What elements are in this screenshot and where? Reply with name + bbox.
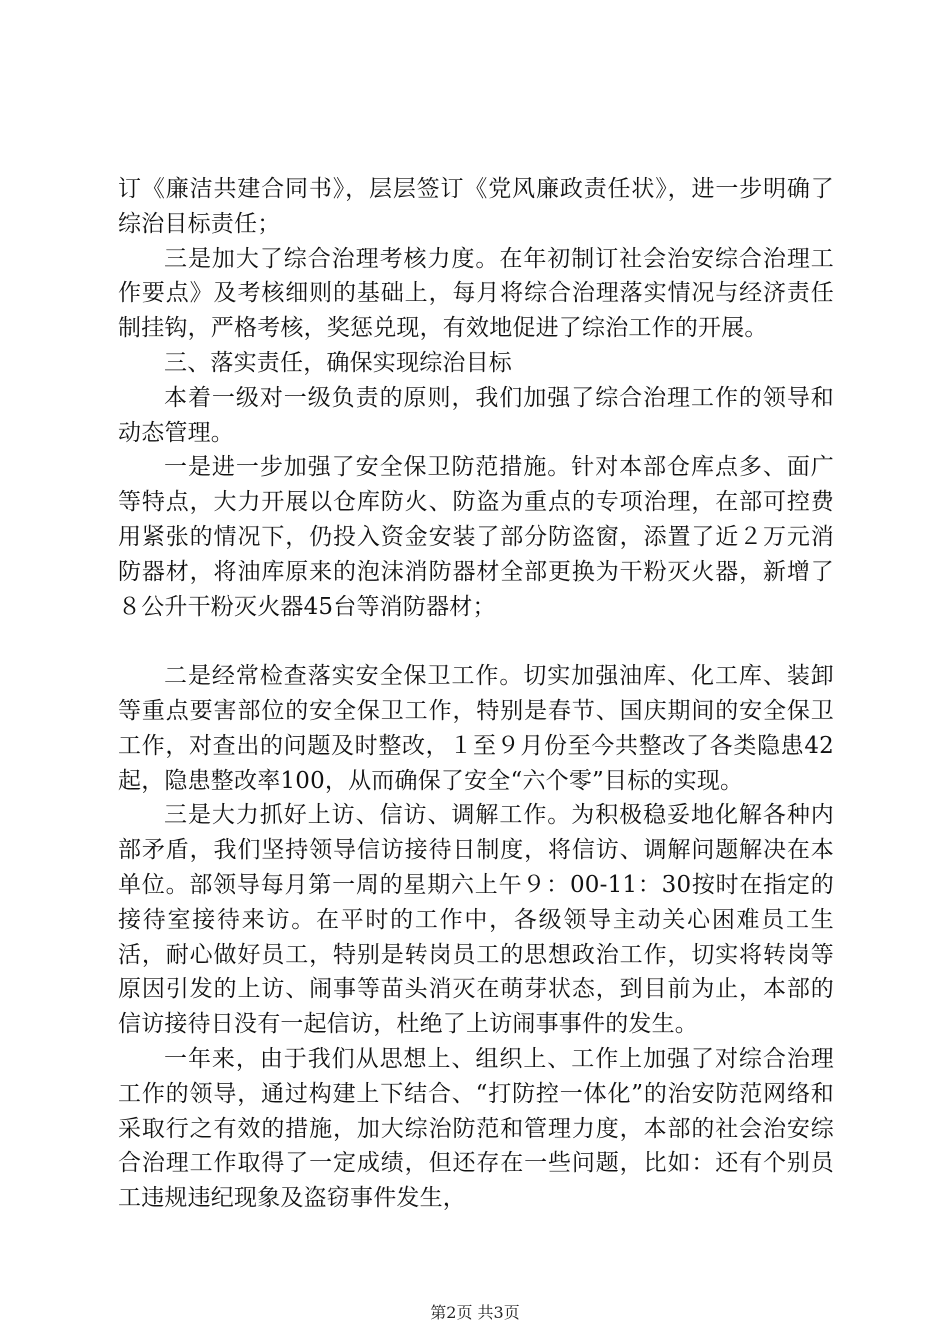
paragraph-security-measures: 一是进一步加强了安全保卫防范措施。针对本部仓库点多、面广等特点，大力开展以仓库防火、防盗为重点的专项治理，在部可控费用紧张的情况下，仍投入资金安装了部分防盗窗，添置了近２万元消防器材，将油库原来的泡沫消防器材全部更换为干粉灭火器，新增了８公升干粉灭火器45台等消防器材； — [118, 454, 834, 620]
paragraph-assessment: 三是加大了综合治理考核力度。在年初制订社会治安综合治理工作要点》及考核细则的基础上，每月将综合治理落实情况与经济责任制挂钩，严格考核，奖惩兑现，有效地促进了综治工作的开展。 — [118, 245, 834, 342]
page-number-footer: 第2页 共3页 — [430, 1303, 520, 1322]
blank-line — [118, 624, 834, 659]
paragraph-petitions: 三是大力抓好上访、信访、调解工作。为积极稳妥地化解各种内部矛盾，我们坚持领导信访接待日制度，将信访、调解问题解决在本单位。部领导每月第一周的星期六上午９：00-11：30按时在指定的接待室接待来访。在平时的工作中，各级领导主动关心困难员工生活，耐心做好员工，特别是转岗员工的思想政治工作，切实将转岗等原因引发的上访、闹事等苗头消灭在萌芽状态，到目前为止，本部的信访接待日没有一起信访，杜绝了上访闹事事件的发生。 — [118, 802, 834, 1038]
document-body — [118, 172, 834, 1216]
paragraph-continuation: 订《廉洁共建合同书》，层层签订《党风廉政责任状》，进一步明确了综治目标责任； — [118, 176, 834, 237]
paragraph-security-checks: 二是经常检查落实安全保卫工作。切实加强油库、化工库、装卸等重点要害部位的安全保卫工作，特别是春节、国庆期间的安全保卫工作，对查出的问题及时整改，１至９月份至今共整改了各类隐患42起，隐患整改率100，从而确保了安全“六个零”目标的实现。 — [118, 663, 834, 794]
paragraph-summary: 一年来，由于我们从思想上、组织上、工作上加强了对综合治理工作的领导，通过构建上下结合、“打防控一体化”的治安防范网络和采取行之有效的措施，加大综治防范和管理力度，本部的社会治安综合治理工作取得了一定成绩，但还存在一些问题，比如：还有个别员工违规违纪现象及盗窃事件发生， — [118, 1045, 834, 1212]
section-heading: 三、落实责任，确保实现综治目标 — [164, 349, 512, 376]
paragraph-intro: 本着一级对一级负责的原则，我们加强了综合治理工作的领导和动态管理。 — [118, 384, 834, 446]
